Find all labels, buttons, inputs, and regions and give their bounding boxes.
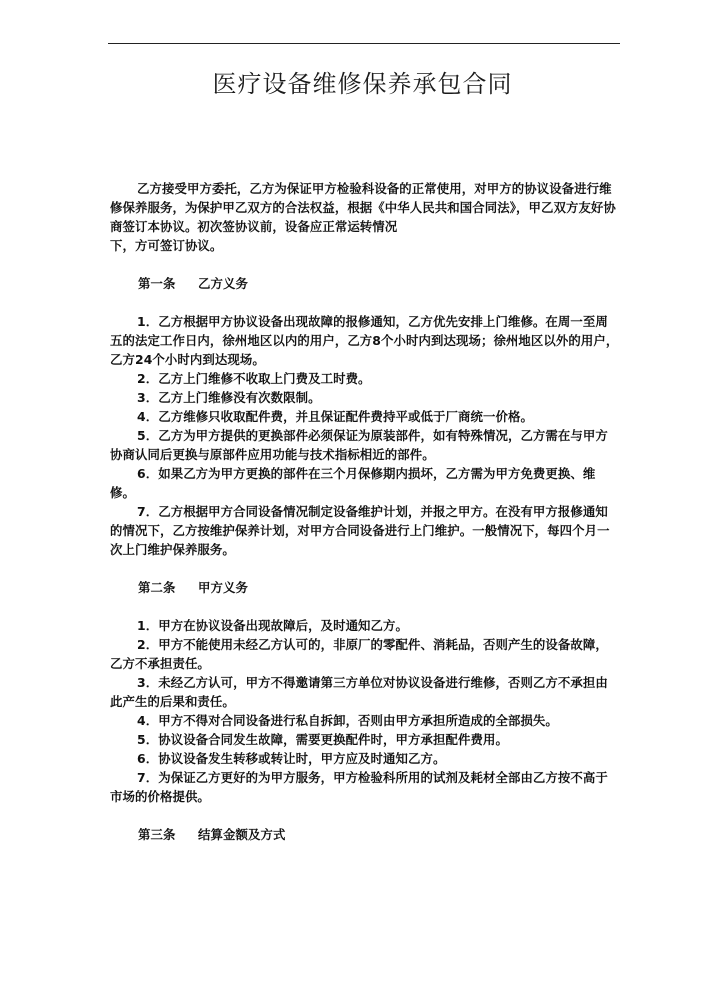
section-title: 结算金额及方式 xyxy=(198,827,286,842)
section-number: 第一条 xyxy=(138,276,176,291)
section-number: 第二条 xyxy=(138,580,176,595)
clause-item: 7．乙方根据甲方合同设备情况制定设备维护计划，并报之甲方。在没有甲方报修通知的情况下，乙方按维护保养计划，对甲方合同设备进行上门维护。一般情况下，每四个月一次上门维护保养服务。 xyxy=(110,504,610,557)
clause-item: 2．乙方上门维修不收取上门费及工时费。 xyxy=(137,371,371,386)
section-heading-2 xyxy=(110,578,620,597)
clause-item: 5．协议设备合同发生故障，需要更换配件时，甲方承担配件费用。 xyxy=(137,732,508,747)
clause-item: 4．甲方不得对合同设备进行私自拆卸，否则由甲方承担所造成的全部损失。 xyxy=(137,713,558,728)
section-title: 乙方义务 xyxy=(198,276,248,291)
section-title: 甲方义务 xyxy=(198,580,248,595)
intro-paragraph: 乙方接受甲方委托，乙方为保证甲方检验科设备的正常使用，对甲方的协议设备进行维修保养服务，为保护甲乙双方的合法权益，根据《中华人民共和国合同法》，甲乙双方友好协商签订本协议。初次签协议前，设备应正常运转情况 xyxy=(110,181,616,234)
clause-item: 2．甲方不能使用未经乙方认可的，非原厂的零配件、消耗品，否则产生的设备故障，乙方不承担责任。 xyxy=(110,637,608,671)
clause-item: 1．乙方根据甲方协议设备出现故障的报修通知，乙方优先安排上门维修。在周一至周五的法定工作日内，徐州地区以内的用户，乙方8个小时内到达现场；徐州地区以外的用户，乙方24个小时内到达现场。 xyxy=(110,314,619,367)
clause-item: 4．乙方维修只收取配件费，并且保证配件费持平或低于厂商统一价格。 xyxy=(137,409,533,424)
document-body xyxy=(110,179,620,844)
intro-continuation: 下，方可签订协议。 xyxy=(110,238,223,253)
section-heading-1 xyxy=(110,274,620,293)
clause-item: 3．未经乙方认可，甲方不得邀请第三方单位对协议设备进行维修，否则乙方不承担由此产生的后果和责任。 xyxy=(110,675,608,709)
clause-item: 3．乙方上门维修没有次数限制。 xyxy=(137,390,321,405)
section-heading-3 xyxy=(110,825,620,844)
clause-item: 1．甲方在协议设备出现故障后，及时通知乙方。 xyxy=(137,618,409,633)
clause-item: 7．为保证乙方更好的为甲方服务，甲方检验科所用的试剂及耗材全部由乙方按不高于市场的价格提供。 xyxy=(110,770,608,804)
section-number: 第三条 xyxy=(138,827,176,842)
clause-item: 6．协议设备发生转移或转让时，甲方应及时通知乙方。 xyxy=(137,751,446,766)
header-rule xyxy=(108,43,620,44)
clause-item: 6．如果乙方为甲方更换的部件在三个月保修期内损坏，乙方需为甲方免费更换、维修。 xyxy=(110,466,596,500)
clause-item: 5．乙方为甲方提供的更换部件必须保证为原装部件，如有特殊情况，乙方需在与甲方协商认同后更换与原部件应用功能与技术指标相近的部件。 xyxy=(110,428,608,462)
document-title: 医疗设备维修保养承包合同 xyxy=(212,70,513,98)
